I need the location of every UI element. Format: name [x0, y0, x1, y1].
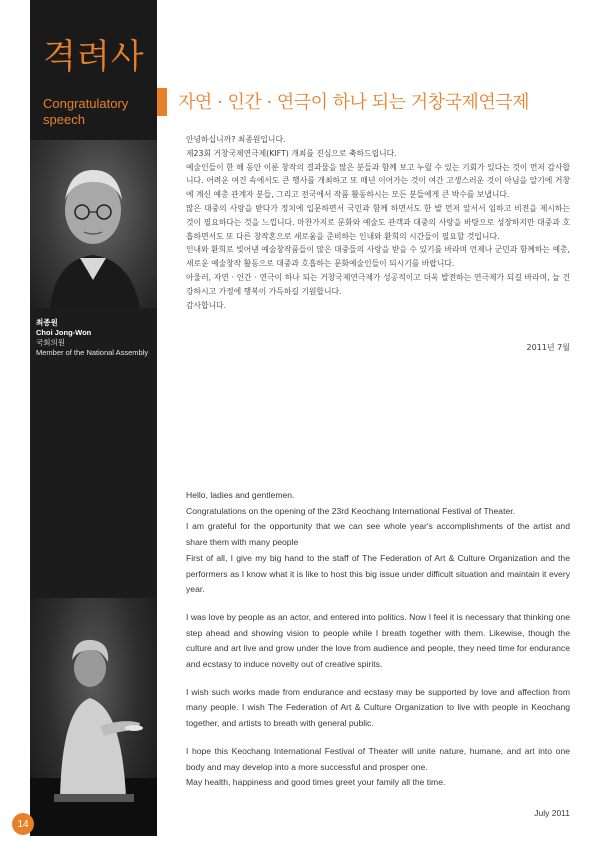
english-paragraph: Hello, ladies and gentlemen.	[186, 490, 295, 500]
author-name-ko: 최종원	[36, 318, 58, 327]
sidebar	[30, 0, 157, 836]
english-paragraph: Congratulations on the opening of the 23rd Keochang International Festival of Theater.	[186, 505, 516, 516]
korean-paragraph: 많은 대중의 사랑을 받다가 정치에 입문하면서 국민과 함께 하면서도 한 발 먼저 앞서서 임하고 비전을 제시하는 것이 필요하다는 것을 느낍니다. 마찬가지로 문화와 예술도 관객과 대중의 사랑을 바탕으로 성장하지만 대중과 호흡하면서도 또 다른 창작혼으로 새로움을 준비하는 인내와 환희의 시간들이 필요할 것입니다.	[186, 203, 570, 241]
english-paragraph: First of all, I give my big hand to the staff of The Federation of Art & Culture Organization and the performers as I know what it is like to host this big issue under difficult situation and maintain it every year.	[186, 552, 570, 595]
stage-illustration	[30, 598, 157, 836]
korean-paragraph: 아울러, 자연 · 인간 · 연극이 하나 되는 거창국제연극제가 성공적이고 더욱 발전하는 연극제가 되길 바라며, 늘 건강하시고 가정에 행복이 가득하길 기원합니다.	[186, 272, 570, 296]
author-name-en: Choi Jong-Won	[36, 328, 92, 337]
english-paragraph: I hope this Keochang International Festival of Theater will unite nature, humane, and art into one body and may develop into a more successful and prosper one.	[186, 745, 570, 772]
korean-paragraph: 제23회 거창국제연극제(KIFT) 개최를 진심으로 축하드립니다.	[186, 148, 397, 158]
portrait-illustration	[30, 140, 157, 308]
korean-speech-body	[186, 133, 570, 312]
heading-accent-bar	[157, 88, 167, 116]
korean-date: 2011년 7월	[526, 343, 570, 352]
korean-paragraph: 예술인들이 한 해 동안 이룬 창작의 결과물을 많은 분들과 함께 보고 누릴 수 있는 기회가 있다는 것이 먼저 감사합니다. 어려운 여건 속에서도 큰 행사를 개최하고 또 매년 이어가는 것이 여간 고생스러운 것이 아님을 알기에 거창에 계신 예총 관계자 분들, 그리고 전국에서 작품 활동하시는 모든 분들에게 큰 박수를 보냅니다.	[186, 162, 570, 200]
author-role-ko: 국회의원	[36, 338, 65, 347]
page-number: 14	[12, 813, 34, 835]
korean-paragraph: 인내와 환희로 빚어낸 예술창작품들이 많은 대중들의 사랑을 받을 수 있기를 바라며 언제나 군민과 함께하는 예총, 새로운 예술창작 활동으로 대중과 호흡하는 문화예술인들이 되시기를 바랍니다.	[186, 245, 570, 269]
page-subtitle: Congratulatory speech	[43, 96, 129, 127]
english-paragraph: I am grateful for the opportunity that we can see whole year's accomplishments of the artist and share them with many people	[186, 521, 570, 548]
english-speech-body	[186, 488, 570, 791]
sidebar-header	[30, 0, 157, 140]
korean-paragraph: 감사합니다.	[186, 300, 227, 310]
page-title: 격려사	[43, 37, 145, 77]
author-role-en: Member of the National Assembly	[36, 348, 149, 357]
article-headline: 자연 · 인간 · 연극이 하나 되는 거창국제연극제	[178, 92, 529, 113]
stage-performance-photo	[30, 598, 157, 836]
english-paragraph: I wish such works made from endurance and ecstasy may be supported by love and affection from many people. I wish The Federation of Art & Culture Organization to live with people in Keochang together, and artists to breath with general public.	[186, 686, 570, 729]
author-info	[36, 318, 154, 358]
korean-paragraph: 안녕하십니까? 최종원입니다.	[186, 135, 286, 144]
author-portrait-photo	[30, 140, 157, 308]
english-paragraph: May health, happiness and good times greet your family all the time.	[186, 777, 446, 788]
english-paragraph: I was love by people as an actor, and entered into politics. Now I feel it is necessary that thinking one step ahead and showing vision to people while I breath together with them. Likewise, though the culture and art live and grow under the love from audience and people, they need time for endurance and ecstasy to induce novelty out of creative spirits.	[186, 611, 570, 670]
english-date: July 2011	[534, 808, 570, 818]
